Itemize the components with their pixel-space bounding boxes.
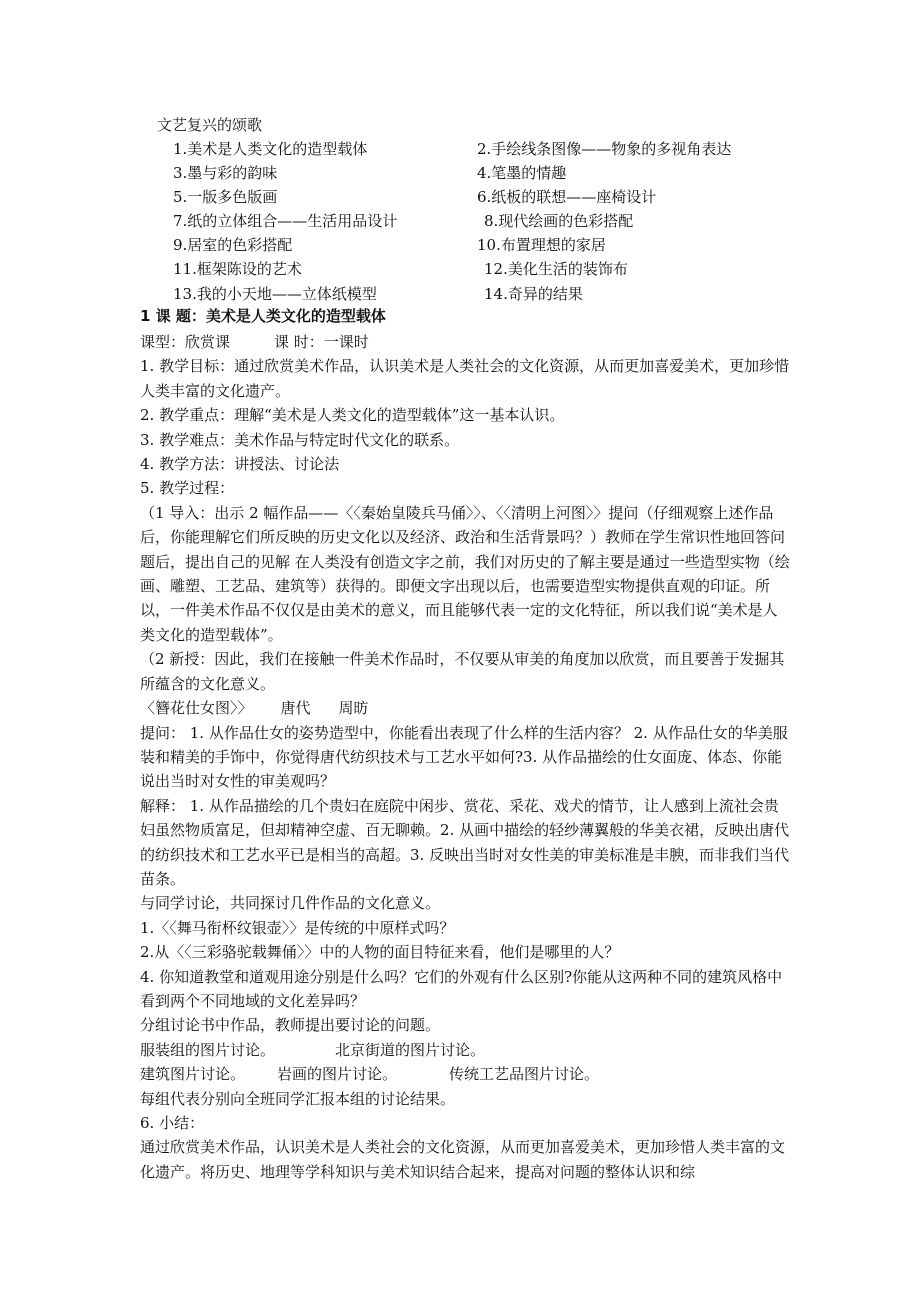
toc-item-11: 11.框架陈设的艺术 xyxy=(173,260,302,278)
toc-item-3: 3.墨与彩的韵味 xyxy=(173,164,278,182)
artwork-row xyxy=(140,696,790,720)
group-craft: 传统工艺品图片讨论。 xyxy=(449,1065,600,1084)
summary-paragraph: 通过欣赏美术作品，认识美术是人类社会的文化资源，从而更加喜爱美术，更加珍惜人类丰富的文化遗产。将历史、地理等学科知识与美术知识结合起来，提高对问题的整体认识和综 xyxy=(140,1138,786,1181)
artwork-artist: 周昉 xyxy=(338,699,369,718)
group-building: 建筑图片讨论。 xyxy=(140,1065,246,1084)
group-beijing: 北京街道的图片讨论。 xyxy=(335,1040,486,1059)
group-intro: 分组讨论书中作品，教师提出要讨论的问题。 xyxy=(140,1016,441,1035)
group-row-2 xyxy=(140,1062,790,1086)
teaching-focus: 2. 教学重点：理解“美术是人类文化的造型载体”这一基本认识。 xyxy=(140,406,565,425)
lesson-type: 课型：欣赏课 xyxy=(140,333,231,351)
teaching-goal: 1. 教学目标：通过欣赏美术作品，认识美术是人类社会的文化资源，从而更加喜爱美术，更加珍惜人类丰富的文化遗产。 xyxy=(140,357,790,400)
lesson-hours: 课 时：一课时 xyxy=(274,333,369,351)
new-lesson-paragraph: （2 新授：因此，我们在接触一件美术作品时，不仅要从审美的角度加以欣赏，而且要善于发掘其所蕴含的文化意义。 xyxy=(140,650,785,693)
discussion-intro: 与同学讨论，共同探讨几件作品的文化意义。 xyxy=(140,894,441,913)
intro-paragraph: （1 导入：出示 2 幅作品——〈〈秦始皇陵兵马俑〉〉、〈〈清明上河图〉〉提问（仔细观察上述作品后，你能理解它们所反映的历史文化以及经济、政治和生活背景吗？）教师在学生常识性地回答问题后，提出自己的见解 在人类没有创造文字之前，我们对历史的了解主要是通过一些造型实物（绘画、雕塑、工艺品、建筑等）获得的。即便文字出现以后，也需要造型实物提供直观的印证。所以，一件美术作品不仅仅是由美术的意义，而且能够代表一定的文化特征，所以我们说“美术是人类文化的造型载体”。 xyxy=(140,503,790,644)
artwork-dynasty: 唐代 xyxy=(280,699,311,718)
teaching-process: 5. 教学过程： xyxy=(140,479,235,498)
teaching-method: 4. 教学方法：讲授法、讨论法 xyxy=(140,455,340,474)
toc-item-2: 2.手绘线条图像——物象的多视角表达 xyxy=(477,140,732,158)
toc-item-5: 5.一版多色版画 xyxy=(173,188,278,206)
lesson-type-row xyxy=(140,330,790,354)
toc-item-4: 4.笔墨的情趣 xyxy=(477,164,567,182)
toc-item-6: 6.纸板的联想——座椅设计 xyxy=(477,188,657,206)
teaching-difficulty: 3. 教学难点：美术作品与特定时代文化的联系。 xyxy=(140,430,460,449)
group-row-1 xyxy=(140,1038,790,1062)
toc-item-13: 13.我的小天地——立体纸模型 xyxy=(173,285,377,303)
questions-paragraph: 提问： 1. 从作品仕女的姿势造型中，你能看出表现了什么样的生活内容？ 2. 从作品仕女的华美服装和精美的手饰中，你觉得唐代纺织技术与工艺水平如何?3. 从作品描绘的仕女面庞、体态、你能说出当时对女性的审美观吗？ xyxy=(140,723,788,791)
toc-item-14: 14.奇异的结果 xyxy=(484,285,583,303)
summary-label: 6. 小结： xyxy=(140,1114,205,1132)
toc-item-7: 7.纸的立体组合——生活用品设计 xyxy=(173,212,398,230)
explanation-paragraph: 解释： 1. 从作品描绘的几个贵妇在庭院中闲步、赏花、采花、戏犬的情节，让人感到上流社会贵妇虽然物质富足，但却精神空虚、百无聊赖。2. 从画中描绘的轻纱薄翼般的华美衣裙，反映出唐代的纺织技术和工艺水平已是相当的高超。3. 反映出当时对女性美的审美标准是丰腴，而非我们当代苗条。 xyxy=(140,796,790,888)
discussion-question-1: 1.〈〈舞马衔杯纹银壶〉〉是传统的中原样式吗？ xyxy=(140,918,455,937)
discussion-question-2: 2.从〈〈三彩骆驼载舞俑〉〉中的人物的面目特征来看，他们是哪里的人？ xyxy=(140,943,620,962)
toc-item-10: 10.布置理想的家居 xyxy=(477,236,606,254)
group-rock-art: 岩画的图片讨论。 xyxy=(277,1065,398,1084)
toc-title: 文艺复兴的颂歌 xyxy=(157,116,263,134)
artwork-title: 〈簪花仕女图〉〉 xyxy=(140,699,253,718)
toc-item-8: 8.现代绘画的色彩搭配 xyxy=(484,212,634,230)
toc-item-9: 9.居室的色彩搭配 xyxy=(173,236,293,254)
discussion-question-4: 4. 你知道教堂和道观用途分别是什么吗？它们的外观有什么区别?你能从这两种不同的建筑风格中看到两个不同地域的文化差异吗？ xyxy=(140,967,783,1010)
lesson-body xyxy=(140,330,790,1184)
report-line: 每组代表分别向全班同学汇报本组的讨论结果。 xyxy=(140,1089,456,1108)
lesson-heading: 1 课 题：美术是人类文化的造型载体 xyxy=(140,307,386,325)
toc-item-12: 12.美化生活的装饰布 xyxy=(484,260,628,278)
toc-item-1: 1.美术是人类文化的造型载体 xyxy=(173,140,368,158)
group-clothing: 服装组的图片讨论。 xyxy=(140,1040,276,1059)
